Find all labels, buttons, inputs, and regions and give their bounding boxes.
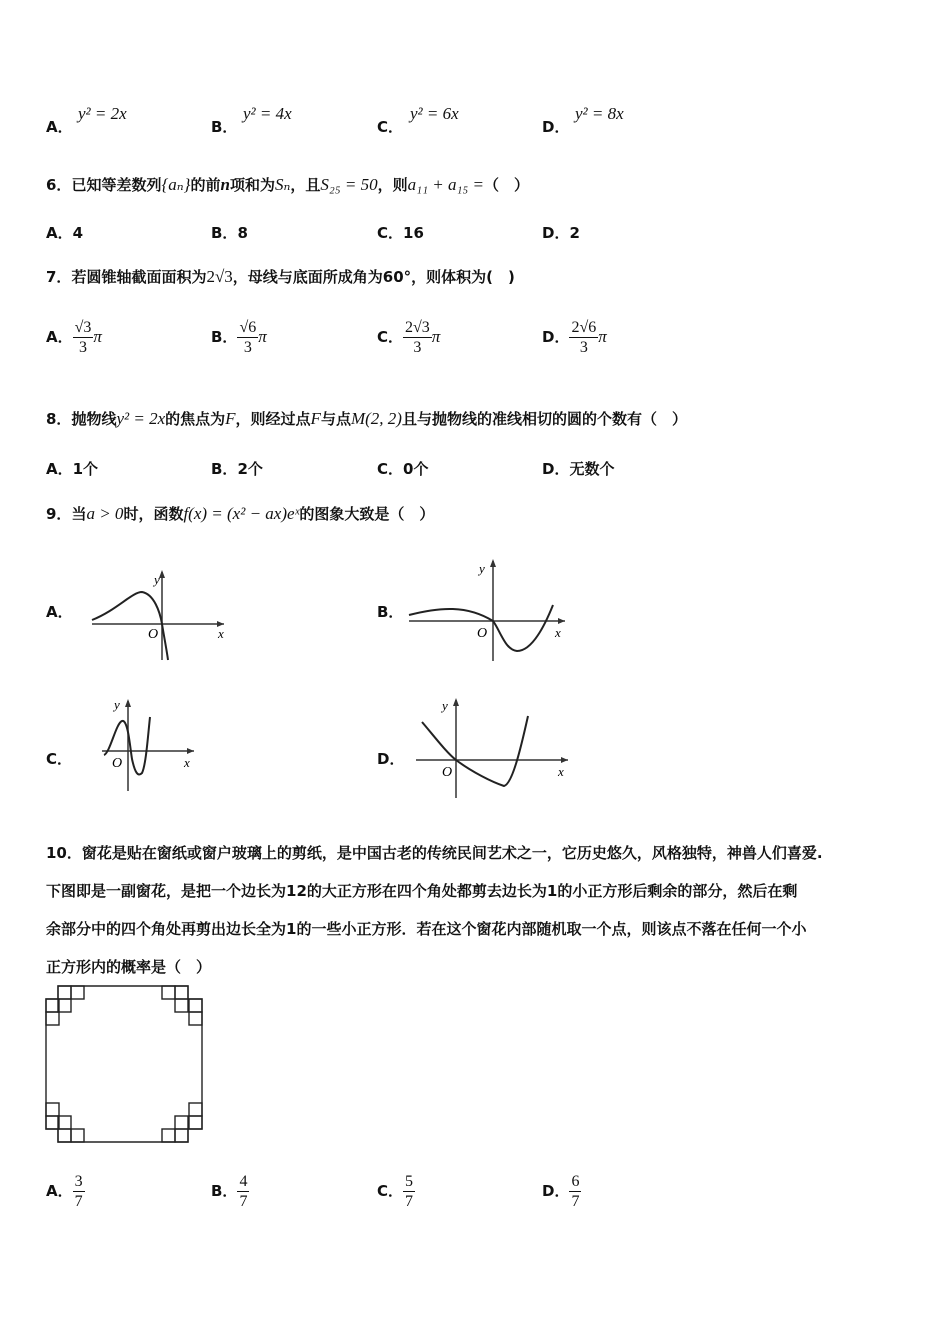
- q8-text-4: 与点: [320, 410, 351, 428]
- q9-c-origin: O: [112, 756, 123, 771]
- q10-line-2: 下图即是一副窗花，是把一个边长为12的大正方形在四个角处都剪去边长为1的小正方形后剩余的部分，然后在剩: [46, 882, 798, 900]
- q7-text-1: 若圆锥轴截面面积为: [71, 268, 207, 286]
- q10-window-flower-figure: [45, 985, 207, 1147]
- question-7: [46, 266, 515, 287]
- q9-c-x-label: x: [184, 755, 190, 770]
- q6-text-1: 已知等差数列: [71, 176, 162, 194]
- q9-b-x-label: x: [555, 625, 561, 640]
- q9-c-y-label: y: [114, 697, 120, 712]
- q7-option-b: B． $\frac{√6}{3}$ π: [211, 319, 267, 356]
- q6-sequence: {aₙ}: [161, 175, 191, 194]
- q9-graph-a: [82, 562, 232, 662]
- q6-option-b: B．8: [211, 224, 248, 242]
- q9-a-origin: O: [148, 627, 159, 642]
- q8-text-5: 且与抛物线的准线相切的圆的个数有（ ）: [401, 410, 687, 428]
- q7-area: 2√3: [206, 267, 233, 286]
- q6-text-3: 项和为: [229, 176, 275, 194]
- q8-option-d: D．无数个: [542, 460, 615, 478]
- q9-text-3: 的图象大致是（ ）: [299, 505, 435, 523]
- q9-text-2: 时，函数: [123, 505, 184, 523]
- q9-d-x-label: x: [558, 764, 564, 779]
- q9-option-c-label: C．: [46, 750, 73, 768]
- q10-line-1: 10．窗花是贴在窗纸或窗户玻璃上的剪纸，是中国古老的传统民间艺术之一，它历史悠久，风格独特，神兽人们喜爱.: [46, 844, 823, 862]
- q6-text-6: （ ）: [484, 176, 530, 194]
- q5-option-a-label: A．: [46, 118, 73, 136]
- q8-focus: F: [225, 409, 236, 428]
- q6-option-a: A．4: [46, 224, 84, 242]
- q9-a-x-label: x: [218, 626, 224, 641]
- q8-option-b: B．2个: [211, 460, 263, 478]
- q7-text-2: ，母线与底面所成角为60°，则体积为( ): [232, 268, 515, 286]
- q6-n: n: [220, 175, 230, 194]
- q10-option-b: B． $\frac{4}{7}$: [211, 1173, 248, 1210]
- q9-function: f(x) = (x² − ax)eˣ: [183, 504, 300, 523]
- q9-graph-c: [98, 695, 198, 795]
- q8-option-c: C．0个: [377, 460, 429, 478]
- q5-option-a: y² = 2x: [78, 104, 127, 123]
- q10-option-d: D． $\frac{6}{7}$: [542, 1173, 580, 1210]
- q8-text-2: 的焦点为: [165, 410, 226, 428]
- q6-expression: a₁₁ + a₁₅ =: [407, 175, 485, 194]
- q5-option-d-label: D．: [542, 118, 570, 136]
- q8-point-m: M(2, 2): [350, 409, 402, 428]
- q7-option-a: A． $\frac{√3}{3}$ π: [46, 319, 102, 356]
- q9-option-a-label: A．: [46, 603, 73, 621]
- question-8: [46, 408, 687, 429]
- q9-option-b-label: B．: [377, 603, 404, 621]
- q9-a-y-label: y: [154, 572, 160, 587]
- q6-text-5: ，则: [377, 176, 408, 194]
- q8-number: 8．: [46, 410, 72, 428]
- q5-option-b: y² = 4x: [243, 104, 292, 123]
- q6-text-2: 的前: [190, 176, 221, 194]
- q10-option-a: A． $\frac{3}{7}$: [46, 1173, 83, 1210]
- q9-graph-d: [412, 692, 572, 802]
- q8-parabola: y² = 2x: [116, 409, 166, 428]
- q8-option-a: A．1个: [46, 460, 99, 478]
- q9-b-y-label: y: [479, 561, 485, 576]
- q6-condition: S₂₅ = 50: [320, 175, 378, 194]
- q6-sn: Sₙ: [274, 175, 291, 194]
- q9-b-origin: O: [477, 626, 488, 641]
- q5-option-c-label: C．: [377, 118, 404, 136]
- question-10: [46, 834, 823, 986]
- question-9: [46, 503, 434, 524]
- question-6: [46, 174, 529, 195]
- q6-text-4: ，且: [290, 176, 321, 194]
- q9-number: 9．: [46, 505, 72, 523]
- q9-d-y-label: y: [442, 698, 448, 713]
- q10-option-c: C． $\frac{5}{7}$: [377, 1173, 414, 1210]
- q8-text-1: 抛物线: [71, 410, 117, 428]
- q8-text-3: ，则经过点: [235, 410, 311, 428]
- q8-focus-2: F: [310, 409, 321, 428]
- q9-condition: a > 0: [86, 504, 124, 523]
- q5-option-c: y² = 6x: [410, 104, 459, 123]
- q6-option-c: C．16: [377, 224, 424, 242]
- q7-number: 7．: [46, 268, 72, 286]
- q6-option-d: D．2: [542, 224, 580, 242]
- q9-option-d-label: D．: [377, 750, 405, 768]
- q5-option-d: y² = 8x: [575, 104, 624, 123]
- q9-graph-b: [405, 555, 570, 665]
- q9-text-1: 当: [71, 505, 87, 523]
- q5-option-b-label: B．: [211, 118, 238, 136]
- q10-line-3: 余部分中的四个角处再剪出边长全为1的一些小正方形．若在这个窗花内部随机取一个点，则该点不落在任何一个小: [46, 920, 807, 938]
- q10-line-4: 正方形内的概率是（ ）: [46, 958, 212, 976]
- q6-number: 6．: [46, 176, 72, 194]
- q7-option-d: D． $\frac{2√6}{3}$ π: [542, 319, 607, 356]
- q7-option-c: C． $\frac{2√3}{3}$ π: [377, 319, 441, 356]
- q9-d-origin: O: [442, 765, 453, 780]
